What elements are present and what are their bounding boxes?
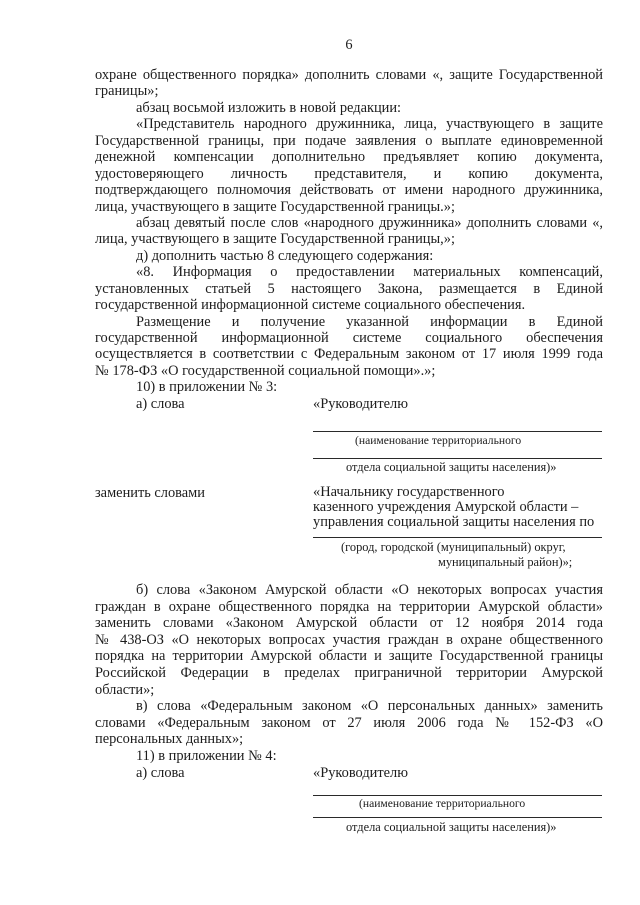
appendix3-fill-line-2 <box>313 458 602 459</box>
text-line: государственной информационной системе социального обеспечения <box>95 330 603 346</box>
appendix3-old-caption-2: отдела социальной защиты населения)» <box>346 460 557 474</box>
text-line: 11) в приложении № 4: <box>136 747 277 764</box>
text-line: Размещение и получение указанной информации в Единой <box>136 313 603 330</box>
appendix3-replace-label: заменить словами <box>95 485 205 501</box>
appendix3-item-a-label: а) слова <box>136 396 185 412</box>
appendix3-fill-line-3 <box>313 537 602 538</box>
text-line: в) слова «Федеральным законом «О персональных данных» заменить <box>136 698 603 715</box>
text-line: граждан в охране общественного порядка на территории Амурской области» <box>95 598 603 615</box>
text-line: № 178-ФЗ «О государственной социальной помощи».»; <box>95 362 436 379</box>
text-line: осуществляется в соответствии с Федеральным законом от 17 июля 1999 года <box>95 346 603 363</box>
text-line: границы»; <box>95 83 159 100</box>
appendix3-new-caption-2: муниципальный район)»; <box>438 555 573 569</box>
text-line: области»; <box>95 681 155 698</box>
appendix3-old-caption-1: (наименование территориального <box>355 434 522 447</box>
appendix3-new-line: управления социальной защиты населения по <box>313 514 595 530</box>
appendix4-old-heading: «Руководителю <box>313 765 408 781</box>
text-line: денежной компенсации дополнительно предъявляет копию документа, <box>95 149 603 166</box>
appendix4-old-caption-2: отдела социальной защиты населения)» <box>346 820 557 834</box>
appendix3-old-heading: «Руководителю <box>313 396 408 412</box>
text-line: д) дополнить частью 8 следующего содержания: <box>136 247 434 264</box>
appendix3-new-caption-1: (город, городской (муниципальный) округ, <box>341 540 566 554</box>
text-line: охране общественного порядка» дополнить словами «, защите Государственной <box>95 67 603 83</box>
text-line: словами «Федеральным законом от 27 июля 2006 года № 152-ФЗ «О <box>95 714 603 731</box>
text-line: абзац восьмой изложить в новой редакции: <box>136 99 402 116</box>
text-line: подтверждающего полномочия действовать от имени народного дружинника, <box>95 182 603 199</box>
appendix3-new-line: казенного учреждения Амурской области – <box>313 499 579 515</box>
text-line: заменить словами «Законом Амурской области от 12 ноября 2014 года <box>95 615 603 632</box>
text-line: Российской Федерации в пределах приграничной территории Амурской <box>95 664 603 681</box>
text-line: Государственной границы, при подаче заявления о выплате единовременной <box>95 132 603 149</box>
appendix4-item-a-label: а) слова <box>136 765 185 781</box>
text-line: абзац девятый после слов «народного дружинника» дополнить словами «, <box>136 214 603 231</box>
text-line: № 438-ОЗ «О некоторых вопросах участия граждан в охране общественного <box>95 631 603 648</box>
appendix3-new-line: «Начальнику государственного <box>313 484 505 500</box>
text-line: «Представитель народного дружинника, лица, участвующего в защите <box>136 116 603 133</box>
text-line: установленных статьей 5 настоящего Закона, размещается в Единой <box>95 280 603 297</box>
text-line: удостоверяющего личность представителя, и копию документа, <box>95 165 603 182</box>
text-line: б) слова «Законом Амурской области «О некоторых вопросах участия <box>136 582 603 598</box>
appendix4-fill-line-1 <box>313 795 602 796</box>
text-line: 10) в приложении № 3: <box>136 379 278 396</box>
page-number: 6 <box>345 37 353 53</box>
text-line: персональных данных»; <box>95 731 244 748</box>
appendix4-fill-line-2 <box>313 817 602 818</box>
text-line: государственной информационной системе социального обеспечения. <box>95 297 526 314</box>
text-line: «8. Информация о предоставлении материальных компенсаций, <box>136 264 603 281</box>
text-line: лица, участвующего в защите Государственной границы.»; <box>95 198 455 215</box>
amendment-text-section-1 <box>95 67 603 396</box>
appendix4-old-caption-1: (наименование территориального <box>359 797 526 810</box>
appendix3-fill-line-1 <box>313 431 602 432</box>
appendix3-new-heading <box>313 485 602 530</box>
text-line: лица, участвующего в защите Государственной границы,»; <box>95 231 455 248</box>
text-line: порядка на территории Амурской области и защите Государственной границы <box>95 648 603 665</box>
amendment-text-section-2 <box>95 582 603 765</box>
